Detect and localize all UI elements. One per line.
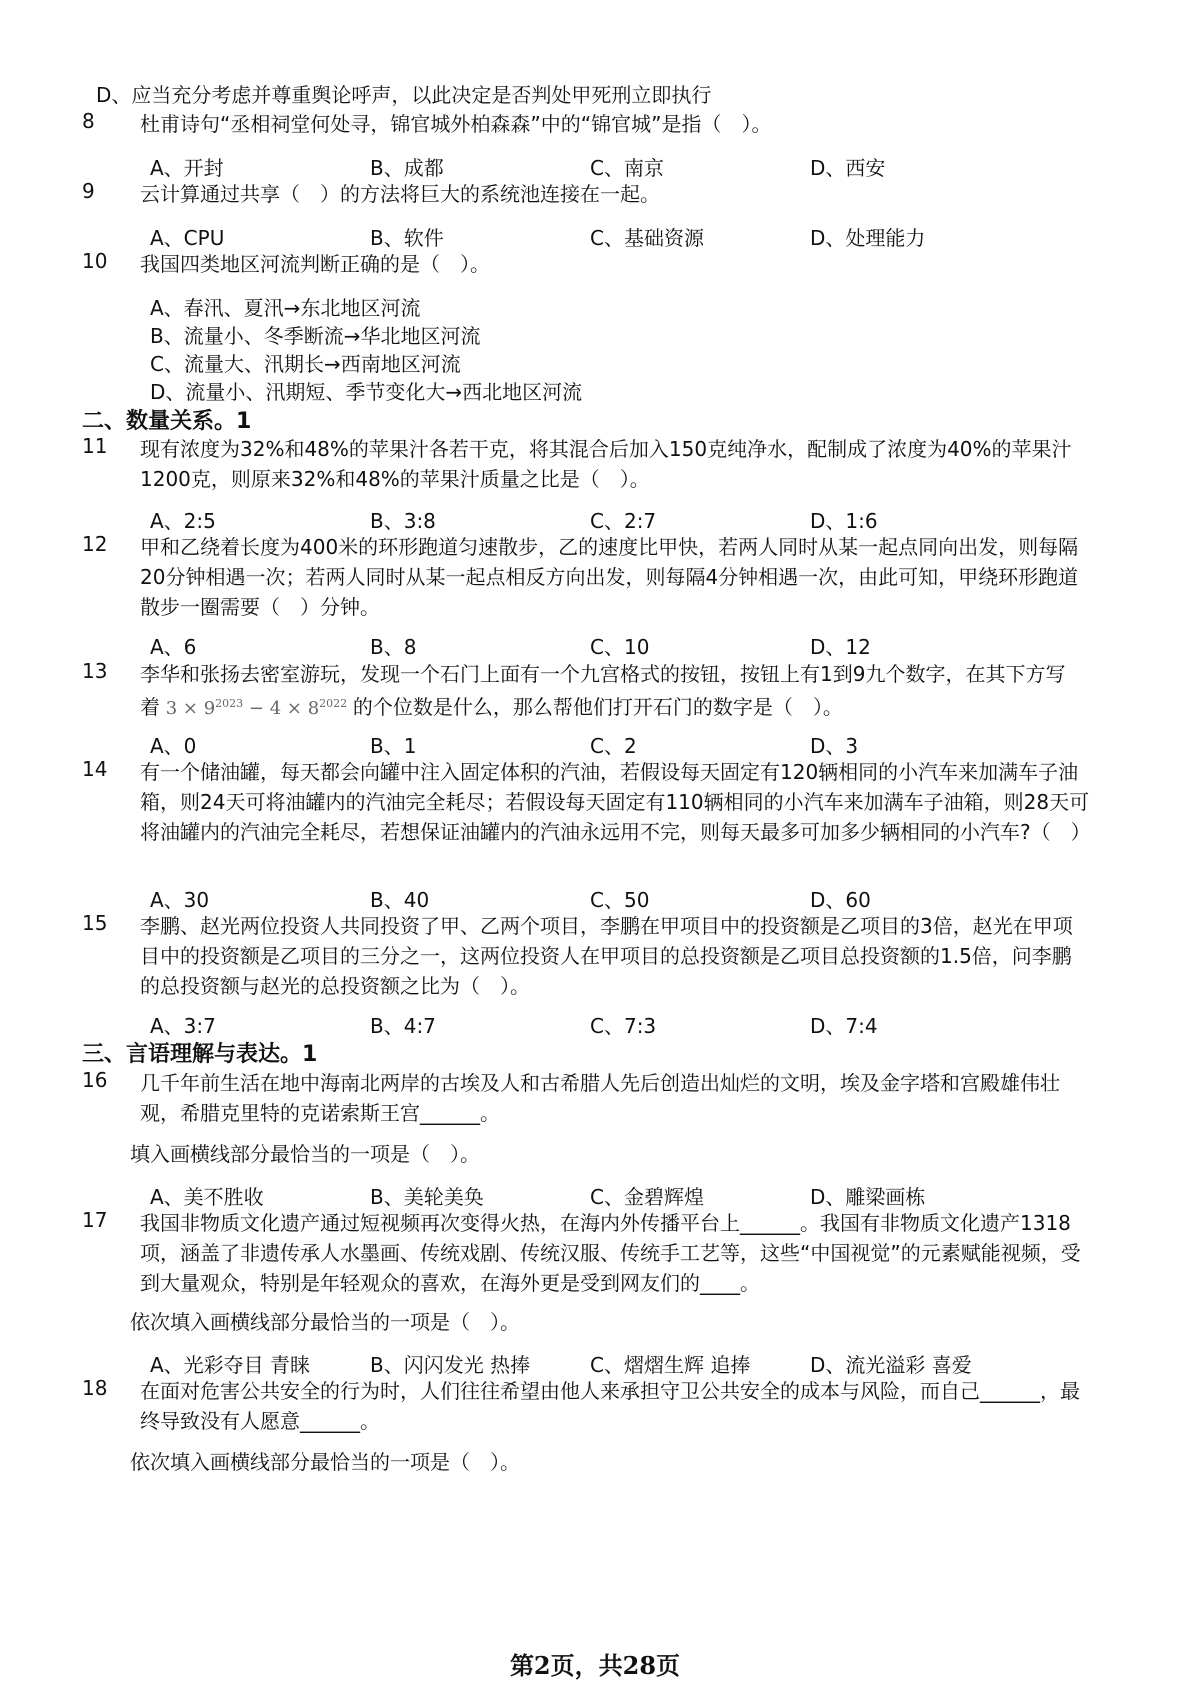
option-c: C、熠熠生辉 追捧 — [590, 1353, 751, 1377]
question-text: 有一个储油罐，每天都会向罐中注入固定体积的汽油，若假设每天固定有120辆相同的小汽车来加满车子油箱，则24天可将油罐内的汽油完全耗尽；若假设每天固定有110辆相同的小汽车来加满车子油箱，则28天可将油罐内的汽油完全耗尽，若想保证油罐内的汽油永远用不完，则每天最多可加多少辆相同的小汽车?（ ） — [140, 760, 1091, 844]
option-a: A、30 — [150, 888, 210, 912]
option-d: D、处理能力 — [810, 226, 926, 250]
question-number: 12 — [82, 532, 108, 556]
question-number: 13 — [82, 659, 108, 683]
question-instruction: 依次填入画横线部分最恰当的一项是（ ）。 — [130, 1450, 520, 1474]
option-b: B、闪闪发光 热捧 — [370, 1353, 531, 1377]
option-b: B、美轮美奂 — [370, 1185, 484, 1209]
question-number: 9 — [82, 179, 95, 203]
option-a: A、春汛、夏汛→东北地区河流 — [150, 296, 421, 320]
section-heading: 二、数量关系。1 — [82, 409, 252, 434]
question-text: 甲和乙绕着长度为400米的环形跑道匀速散步，乙的速度比甲快，若两人同时从某一起点同向出发，则每隔20分钟相遇一次；若两人同时从某一起点相反方向出发，则每隔4分钟相遇一次，由此可知，甲绕环形跑道散步一圈需要（ ）分钟。 — [140, 535, 1079, 619]
question-text: 杜甫诗句“丞相祠堂何处寻，锦官城外柏森森”中的“锦官城”是指（ ）。 — [140, 112, 772, 136]
option-c: C、10 — [590, 635, 650, 659]
option-b: B、4:7 — [370, 1014, 436, 1038]
option-a: A、2:5 — [150, 509, 216, 533]
option-d: D、西安 — [810, 156, 886, 180]
option-a: A、开封 — [150, 156, 224, 180]
option-b: B、8 — [370, 635, 417, 659]
option-c: C、50 — [590, 888, 650, 912]
prev-question-option-d: D、应当充分考虑并尊重舆论呼声，以此决定是否判处甲死刑立即执行 — [96, 83, 712, 107]
option-b: B、3:8 — [370, 509, 436, 533]
question-text: 云计算通过共享（ ）的方法将巨大的系统池连接在一起。 — [140, 182, 660, 206]
question-number: 18 — [82, 1376, 108, 1400]
question-number: 17 — [82, 1208, 108, 1232]
option-d: D、60 — [810, 888, 871, 912]
question-text — [140, 659, 1090, 724]
question-text: 我国非物质文化遗产通过短视频再次变得火热，在海内外传播平台上______。我国有非物质文化遗产1318项，涵盖了非遗传承人水墨画、传统戏剧、传统汉服、传统手工艺等，这些“中国视觉”的元素赋能视频，受到大量观众，特别是年轻观众的喜欢，在海外更是受到网友们的____。 — [140, 1211, 1081, 1295]
option-d: D、3 — [810, 734, 859, 758]
question-text: 在面对危害公共安全的行为时，人们往往希望由他人来承担守卫公共安全的成本与风险，而自己______，最终导致没有人愿意______。 — [140, 1379, 1080, 1433]
page-footer: 第2页，共28页 — [509, 1651, 681, 1680]
question-number: 14 — [82, 757, 108, 781]
question-text: 李鹏、赵光两位投资人共同投资了甲、乙两个项目，李鹏在甲项目中的投资额是乙项目的3倍，赵光在甲项目中的投资额是乙项目的三分之一，这两位投资人在甲项目的总投资额是乙项目总投资额的1.5倍，问李鹏的总投资额与赵光的总投资额之比为（ ）。 — [140, 914, 1073, 998]
question-number: 15 — [82, 911, 108, 935]
section-heading: 三、言语理解与表达。1 — [82, 1042, 318, 1067]
option-b: B、40 — [370, 888, 430, 912]
question-number: 16 — [82, 1068, 108, 1092]
question-text: 现有浓度为32%和48%的苹果汁各若干克，将其混合后加入150克纯净水，配制成了浓度为40%的苹果汁1200克，则原来32%和48%的苹果汁质量之比是（ ）。 — [140, 437, 1072, 491]
question-instruction: 依次填入画横线部分最恰当的一项是（ ）。 — [130, 1310, 520, 1334]
option-d: D、雕梁画栋 — [810, 1185, 926, 1209]
option-b: B、流量小、冬季断流→华北地区河流 — [150, 324, 481, 348]
option-c: C、基础资源 — [590, 226, 704, 250]
option-a: A、0 — [150, 734, 197, 758]
question-text-part-a: 李华和张扬去密室游玩，发现一个石门上面有一个九宫格式的按钮，按钮上有1到9九个数字，在其下方写着 — [140, 662, 1066, 719]
option-d: D、1:6 — [810, 509, 878, 533]
option-c: C、流量大、汛期长→西南地区河流 — [150, 352, 461, 376]
option-a: A、光彩夺目 青睐 — [150, 1353, 311, 1377]
question-text: 我国四类地区河流判断正确的是（ ）。 — [140, 252, 490, 276]
question-instruction: 填入画横线部分最恰当的一项是（ ）。 — [130, 1142, 480, 1166]
question-text-part-b: 的个位数是什么，那么帮他们打开石门的数字是（ ）。 — [352, 695, 843, 719]
question-number: 10 — [82, 249, 108, 273]
math-formula: $3 \times 9^{2023} - 4 \times 8^{2022}$ — [165, 697, 348, 719]
option-d: D、12 — [810, 635, 871, 659]
option-c: C、金碧辉煌 — [590, 1185, 704, 1209]
option-c: C、7:3 — [590, 1014, 657, 1038]
question-text: 几千年前生活在地中海南北两岸的古埃及人和古希腊人先后创造出灿烂的文明，埃及金字塔和宫殿雄伟壮观，希腊克里特的克诺索斯王宫______。 — [140, 1071, 1060, 1125]
option-d: D、7:4 — [810, 1014, 878, 1038]
option-d: D、流量小、汛期短、季节变化大→西北地区河流 — [150, 380, 583, 404]
option-a: A、6 — [150, 635, 197, 659]
option-b: B、1 — [370, 734, 417, 758]
option-a: A、美不胜收 — [150, 1185, 264, 1209]
option-a: A、3:7 — [150, 1014, 216, 1038]
option-b: B、成都 — [370, 156, 444, 180]
question-number: 11 — [82, 434, 108, 458]
option-b: B、软件 — [370, 226, 444, 250]
question-number: 8 — [82, 109, 95, 133]
option-c: C、2 — [590, 734, 637, 758]
option-d: D、流光溢彩 喜爱 — [810, 1353, 972, 1377]
option-a: A、CPU — [150, 226, 225, 250]
option-c: C、南京 — [590, 156, 664, 180]
option-c: C、2:7 — [590, 509, 657, 533]
